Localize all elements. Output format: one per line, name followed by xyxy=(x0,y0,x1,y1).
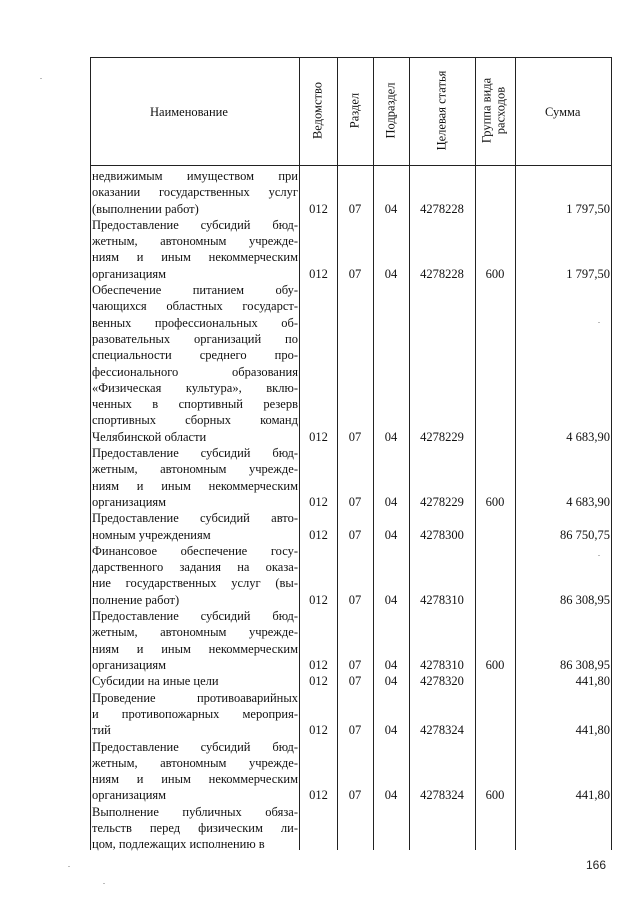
cell-raz: 07 xyxy=(348,495,362,509)
cell-grp: 600 xyxy=(485,266,505,281)
row-name-line: венных профессиональных об- xyxy=(92,315,298,330)
cell-pod: 04 xyxy=(384,788,398,803)
row-name-line: оказании государственных услуг xyxy=(92,185,298,200)
row-name xyxy=(92,543,298,608)
row-name-line: номным учреждениям xyxy=(92,527,211,542)
row-name-line: жетным, автономным учрежде- xyxy=(92,462,298,477)
row-name xyxy=(92,673,298,689)
cell-pod: 04 xyxy=(384,592,398,607)
page-number: 166 xyxy=(586,858,607,872)
row-name-line: ченных в спортивный резерв xyxy=(92,397,298,412)
scan-speck xyxy=(103,883,105,884)
header-razdel: Раздел xyxy=(347,92,362,129)
row-name xyxy=(92,445,298,510)
cell-cel: 4278228 xyxy=(420,266,464,281)
row-name-line: Обеспечение питанием обу- xyxy=(92,283,298,298)
cell-cel: 4278310 xyxy=(420,658,464,672)
header-vedomstvo: Ведомство xyxy=(310,81,325,140)
cell-pod: 04 xyxy=(384,201,398,216)
row-name-line: Предоставление субсидий бюд- xyxy=(92,446,298,461)
row-name xyxy=(92,608,298,673)
cell-pod: 04 xyxy=(384,429,398,444)
cell-sum: 86 308,95 xyxy=(560,592,610,607)
cell-cel: 4278320 xyxy=(420,674,464,689)
cell-raz: 07 xyxy=(348,788,362,803)
cell-ved: 012 xyxy=(309,266,328,281)
cell-ved: 012 xyxy=(309,527,328,542)
row-name-line: Проведение противоаварийных xyxy=(92,690,298,705)
row-name-line: организациям xyxy=(92,494,167,509)
scan-speck xyxy=(68,866,70,867)
row-name xyxy=(92,282,298,445)
row-name-line: организациям xyxy=(92,657,167,672)
row-name xyxy=(92,804,298,853)
cell-ved: 012 xyxy=(309,674,328,689)
header-summa: Сумма xyxy=(545,105,581,119)
row-name-line: ниям и иным некоммерческим xyxy=(92,772,298,787)
row-name xyxy=(92,510,298,543)
row-name xyxy=(92,739,298,804)
col-border-cel xyxy=(475,57,476,850)
row-name-line: Предоставление субсидий бюд- xyxy=(92,739,298,754)
cell-ved: 012 xyxy=(309,788,328,803)
row-name-line: Выполнение публичных обяза- xyxy=(92,804,298,819)
row-name-line: Предоставление субсидий бюд- xyxy=(92,217,298,232)
cell-pod: 04 xyxy=(384,658,398,672)
header-celevaya: Целевая статья xyxy=(434,70,449,151)
row-name-line: разовательных организаций по xyxy=(92,331,298,346)
row-name-line: ние государственных услуг (вы- xyxy=(92,576,298,591)
row-name-line: Субсидии на иные цели xyxy=(92,674,219,689)
cell-raz: 07 xyxy=(348,266,362,281)
row-name xyxy=(92,217,298,282)
row-name-line: жетным, автономным учрежде- xyxy=(92,755,298,770)
row-name-line: организациям xyxy=(92,266,167,281)
row-name-line: (выполнении работ) xyxy=(92,201,199,216)
row-name-line: спортивных сборных команд xyxy=(92,413,298,428)
cell-raz: 07 xyxy=(348,723,362,738)
row-name-line: Предоставление субсидий бюд- xyxy=(92,609,298,624)
row-name-line: ниям и иным некоммерческим xyxy=(92,478,298,493)
row-name xyxy=(92,168,298,217)
cell-raz: 07 xyxy=(348,674,362,689)
cell-ved: 012 xyxy=(309,592,328,607)
row-name-line: чающихся областных государст- xyxy=(92,299,298,314)
header-podrazdel: Подраздел xyxy=(383,82,398,139)
cell-pod: 04 xyxy=(384,527,398,542)
col-border-left xyxy=(90,57,91,850)
cell-cel: 4278324 xyxy=(420,788,464,803)
row-name-line: жетным, автономным учрежде- xyxy=(92,625,298,640)
cell-ved: 012 xyxy=(309,495,328,509)
cell-pod: 04 xyxy=(384,495,398,509)
cell-pod: 04 xyxy=(384,266,398,281)
cell-raz: 07 xyxy=(348,429,362,444)
cell-sum: 86 750,75 xyxy=(560,527,610,542)
row-name-line: тий xyxy=(92,723,111,738)
table-top-border xyxy=(90,57,611,58)
header-bottom-border xyxy=(90,165,611,166)
header-gruppa-line2: расходов xyxy=(493,86,508,135)
cell-sum: 1 797,50 xyxy=(566,266,610,281)
cell-raz: 07 xyxy=(348,201,362,216)
cell-cel: 4278229 xyxy=(420,495,464,509)
cell-grp: 600 xyxy=(485,788,505,803)
cell-raz: 07 xyxy=(348,527,362,542)
cell-ved: 012 xyxy=(309,201,328,216)
cell-ved: 012 xyxy=(309,723,328,738)
cell-sum: 1 797,50 xyxy=(566,201,610,216)
row-name-line: ниям и иным некоммерческим xyxy=(92,250,298,265)
cell-cel: 4278310 xyxy=(420,592,464,607)
cell-pod: 04 xyxy=(384,723,398,738)
cell-ved: 012 xyxy=(309,429,328,444)
row-name-line: фессионального образования xyxy=(92,364,298,379)
row-name-line: цом, подлежащих исполнению в xyxy=(92,837,265,852)
cell-cel: 4278324 xyxy=(420,723,464,738)
cell-ved: 012 xyxy=(309,658,328,672)
row-name-line: тельств перед физическим ли- xyxy=(92,820,298,835)
cell-sum: 4 683,90 xyxy=(566,495,610,509)
cell-cel: 4278228 xyxy=(420,201,464,216)
cell-grp: 600 xyxy=(485,495,505,509)
row-name-line: специальности среднего про- xyxy=(92,348,298,363)
row-name-line: недвижимым имуществом при xyxy=(92,169,298,183)
cell-sum: 441,80 xyxy=(575,674,610,689)
row-name-line: и противопожарных мероприя- xyxy=(92,706,298,721)
row-name-line: Предоставление субсидий авто- xyxy=(92,511,298,526)
scan-speck xyxy=(598,555,600,556)
header-gruppa-line1: Группа вида xyxy=(479,77,494,144)
row-name-line: ниям и иным некоммерческим xyxy=(92,641,298,656)
cell-cel: 4278229 xyxy=(420,429,464,444)
cell-sum: 441,80 xyxy=(575,788,610,803)
cell-cel: 4278300 xyxy=(420,527,464,542)
header-name: Наименование xyxy=(150,105,228,119)
cell-sum: 86 308,95 xyxy=(560,658,610,672)
scan-speck xyxy=(40,78,42,79)
row-name xyxy=(92,690,298,739)
row-name-line: жетным, автономным учрежде- xyxy=(92,234,298,249)
scan-speck xyxy=(598,322,600,323)
row-name-line: Челябинской области xyxy=(92,429,207,444)
row-name-line: Финансовое обеспечение госу- xyxy=(92,543,298,558)
row-name-line: дарственного задания на оказа- xyxy=(92,560,298,575)
col-border-right xyxy=(611,57,612,850)
cell-raz: 07 xyxy=(348,658,362,672)
row-name-line: «Физическая культура», вклю- xyxy=(92,380,298,395)
row-name-line: полнение работ) xyxy=(92,592,180,607)
row-name-line: организациям xyxy=(92,788,167,803)
cell-sum: 4 683,90 xyxy=(566,429,610,444)
cell-grp: 600 xyxy=(485,658,505,672)
cell-pod: 04 xyxy=(384,674,398,689)
cell-raz: 07 xyxy=(348,592,362,607)
cell-sum: 441,80 xyxy=(575,723,610,738)
